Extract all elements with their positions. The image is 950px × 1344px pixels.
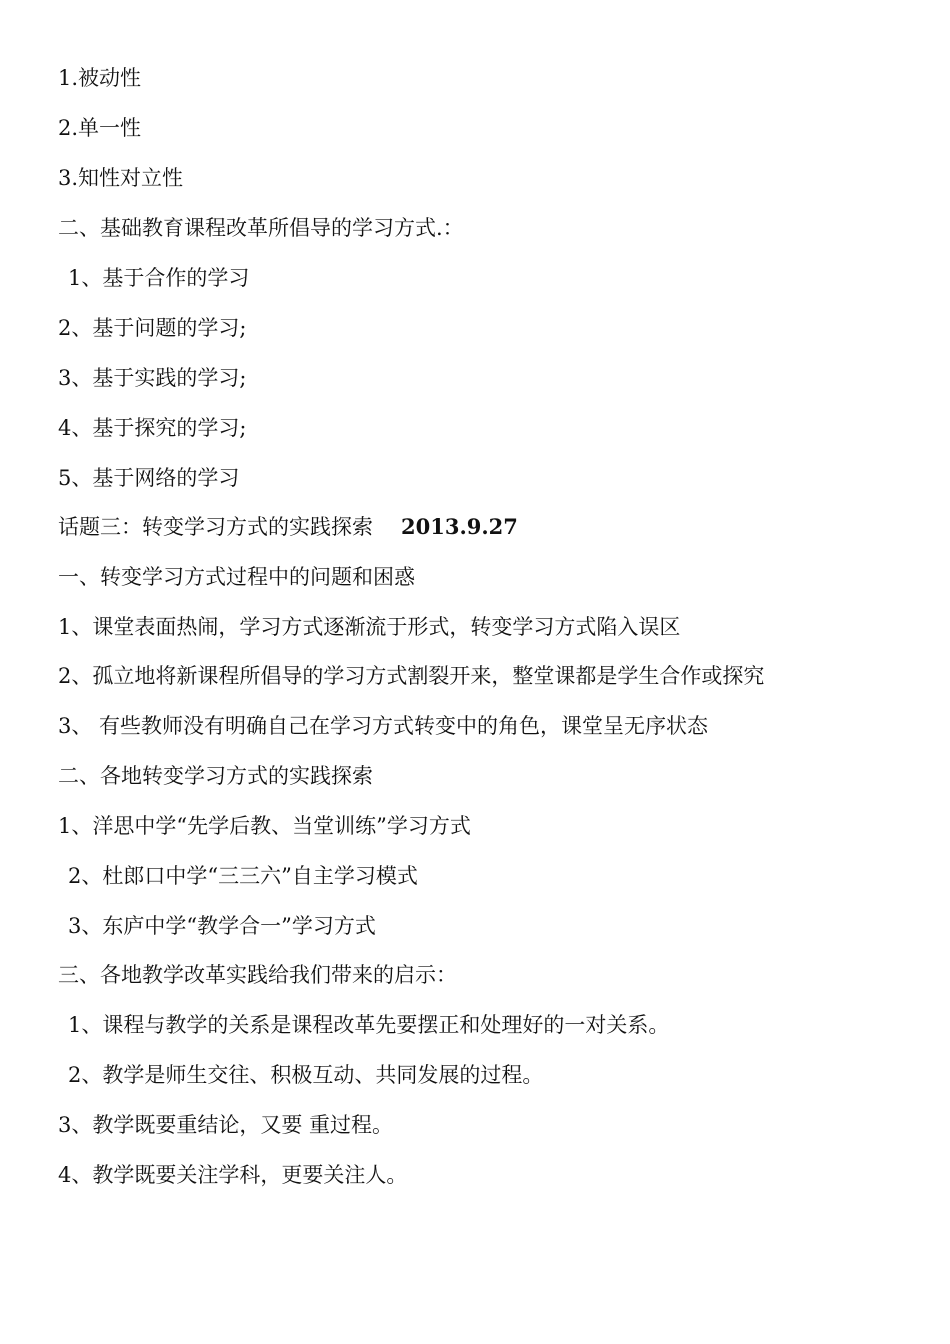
- list-item: 1、课程与教学的关系是课程改革先要摆正和处理好的一对关系。: [68, 1013, 670, 1037]
- list-item: 1、基于合作的学习: [68, 266, 250, 290]
- topic-title: 话题三：转变学习方式的实践探索: [58, 515, 373, 539]
- list-item: 5、基于网络的学习: [58, 466, 240, 490]
- topic-date: 2013.9.27: [401, 514, 518, 539]
- section-heading: 二、各地转变学习方式的实践探索: [58, 764, 373, 788]
- topic-heading: [58, 513, 518, 541]
- list-item: 1、洋思中学“先学后教、当堂训练”学习方式: [58, 814, 471, 838]
- list-item: 3、东庐中学“教学合一”学习方式: [68, 914, 376, 938]
- list-item: 2、基于问题的学习;: [58, 316, 247, 340]
- list-item: 1.被动性: [58, 66, 142, 90]
- list-item: 4、基于探究的学习;: [58, 416, 247, 440]
- list-item: 3、教学既要重结论，又要 重过程。: [58, 1113, 394, 1137]
- list-item: 3、 有些教师没有明确自己在学习方式转变中的角色，课堂呈无序状态: [58, 714, 709, 738]
- list-item: 3.知性对立性: [58, 166, 184, 190]
- section-heading: 一、转变学习方式过程中的问题和困惑: [58, 565, 415, 589]
- section-heading: 二、基础教育课程改革所倡导的学习方式.：: [58, 216, 464, 240]
- list-item: 2、杜郎口中学“三三六”自主学习模式: [68, 864, 418, 888]
- section-heading: 三、各地教学改革实践给我们带来的启示：: [58, 963, 457, 987]
- list-item: 2、孤立地将新课程所倡导的学习方式割裂开来，整堂课都是学生合作或探究: [58, 664, 765, 688]
- list-item: 3、基于实践的学习;: [58, 366, 247, 390]
- list-item: 2、教学是师生交往、积极互动、共同发展的过程。: [68, 1063, 544, 1087]
- list-item: 2.单一性: [58, 116, 142, 140]
- list-item: 4、教学既要关注学科，更要关注人。: [58, 1163, 408, 1187]
- list-item: 1、课堂表面热闹，学习方式逐渐流于形式，转变学习方式陷入误区: [58, 615, 681, 639]
